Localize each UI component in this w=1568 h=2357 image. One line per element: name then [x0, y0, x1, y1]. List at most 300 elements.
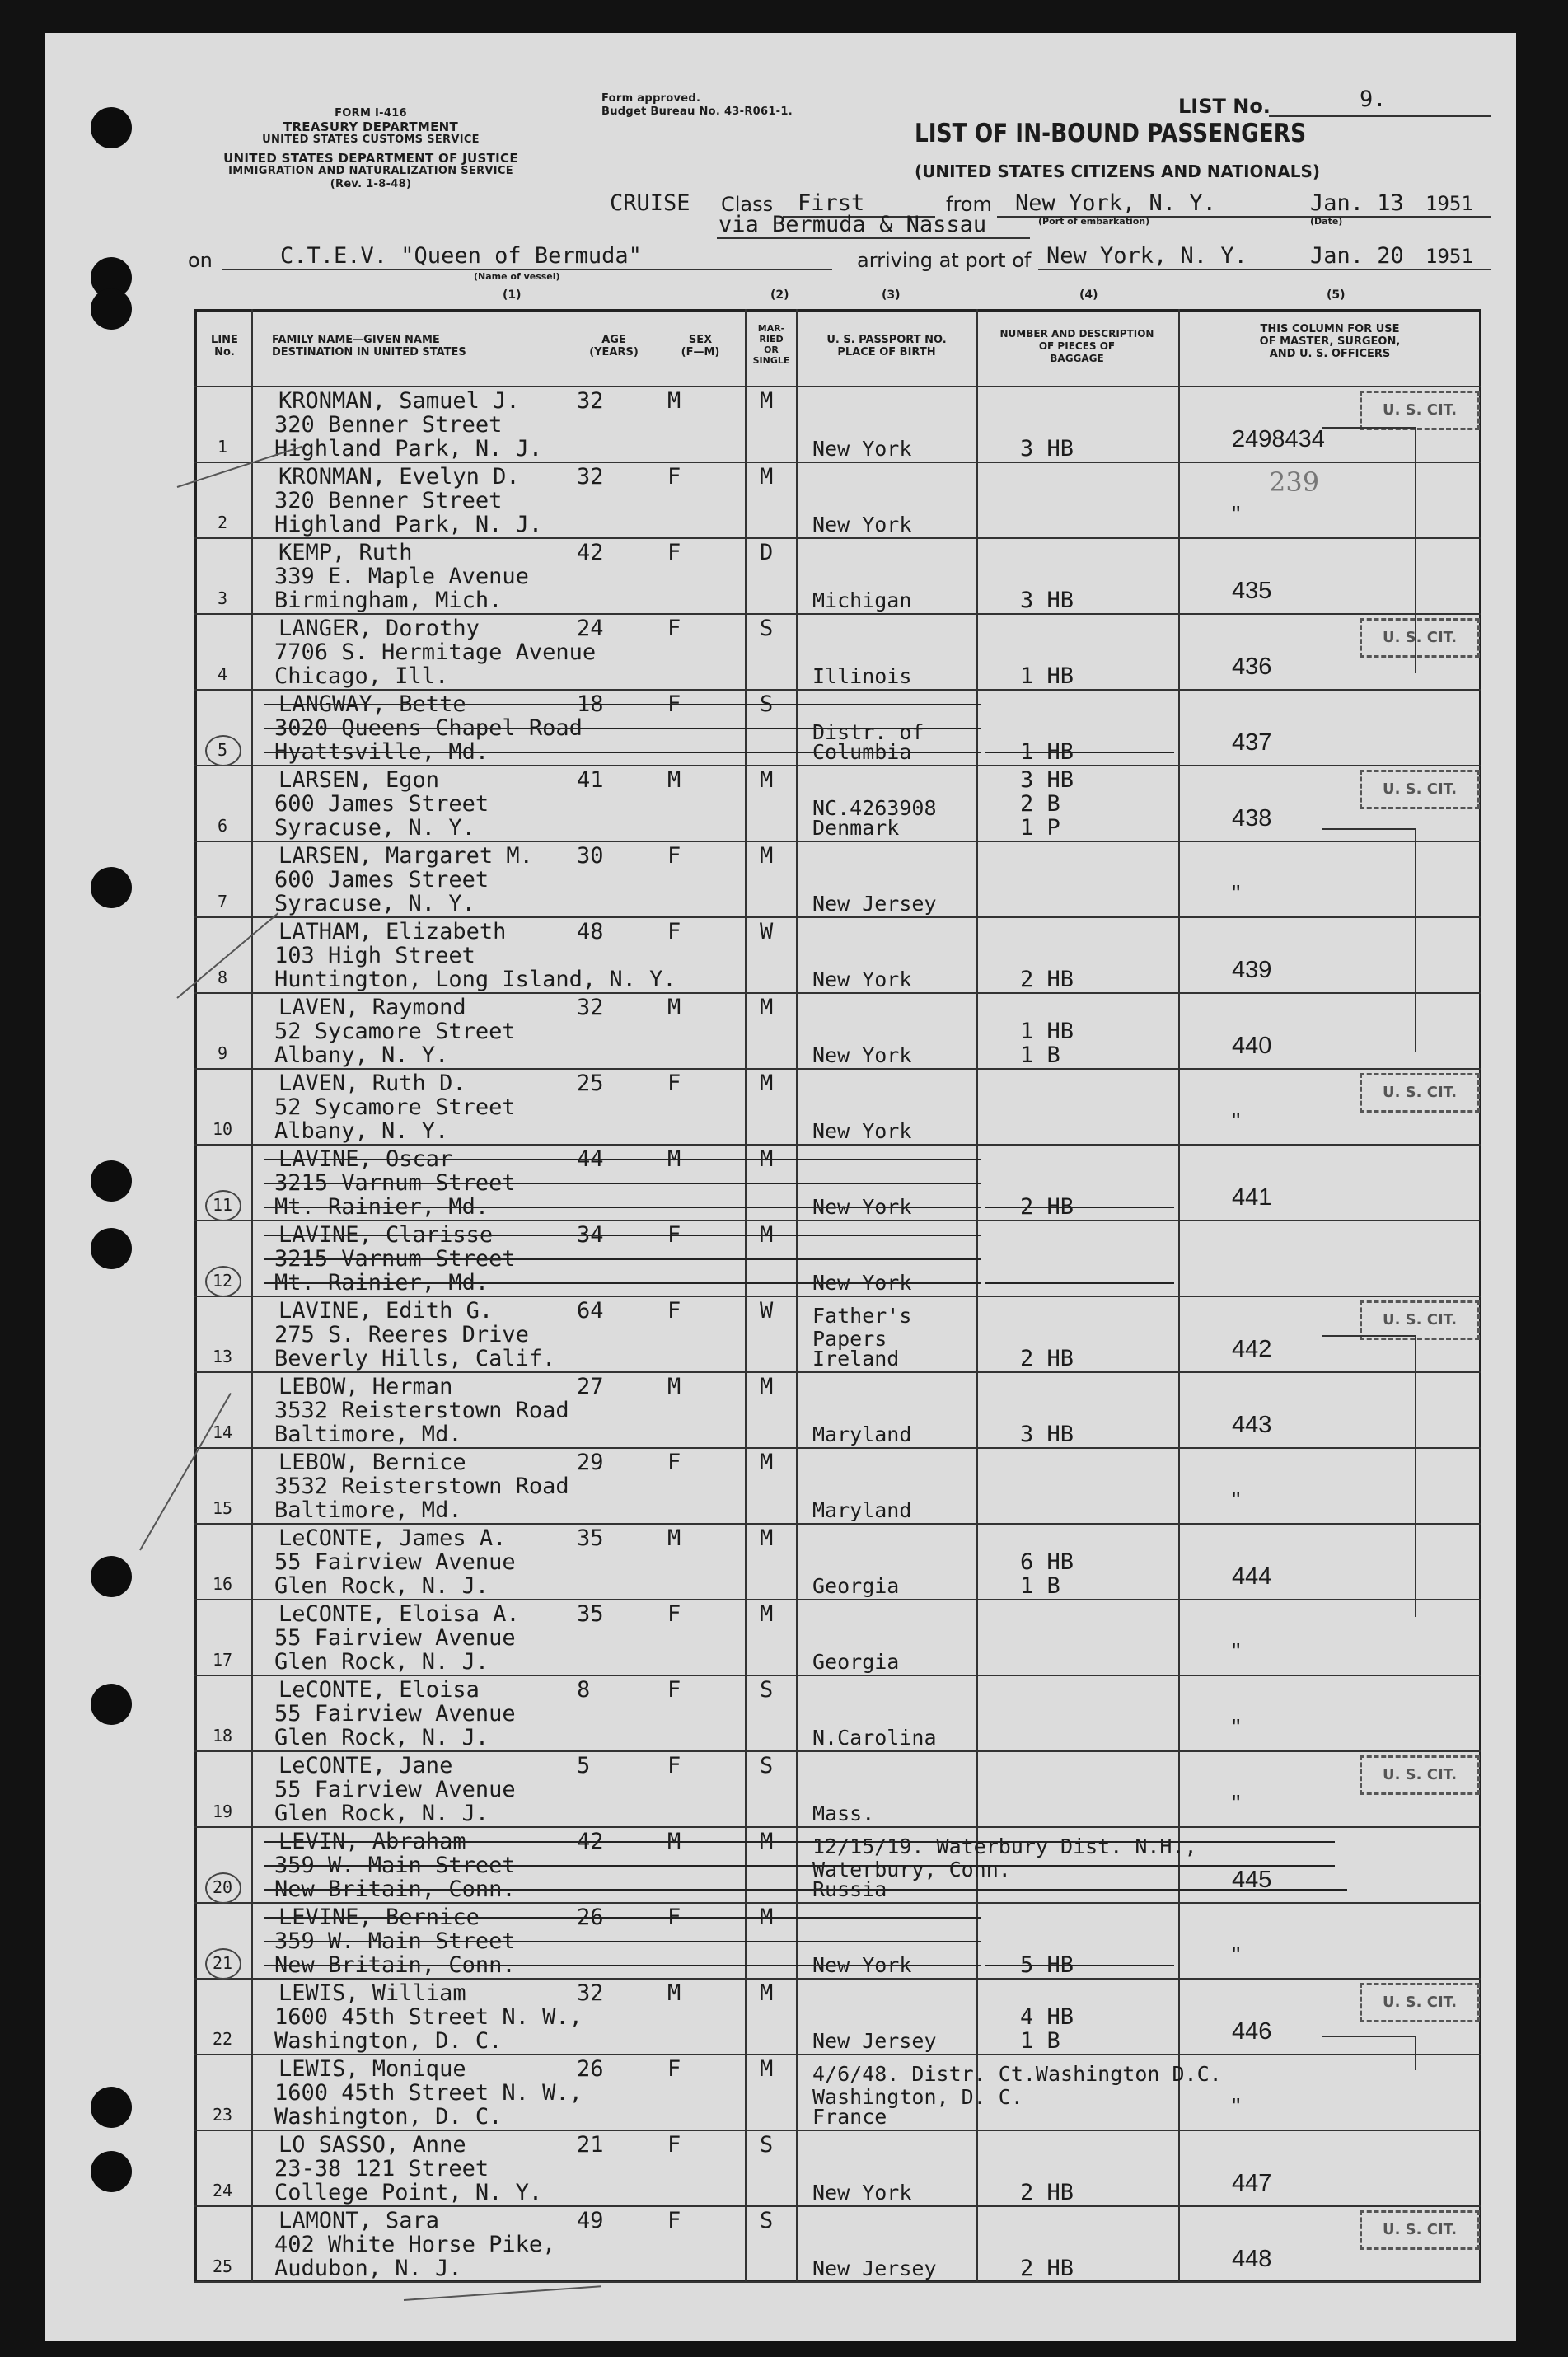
line-number-circle	[205, 1948, 241, 1980]
marital-status: M	[760, 1222, 774, 1248]
passport-line-2: Distr. of	[812, 720, 924, 744]
passenger-sex: F	[667, 1298, 681, 1324]
marital-status: M	[760, 1071, 774, 1096]
form-approved-text: Form approved.	[601, 92, 701, 105]
strikethrough-line	[264, 728, 981, 729]
row-divider	[194, 1068, 1481, 1070]
list-no-underline	[1269, 115, 1491, 117]
vessel-caption: (Name of vessel)	[474, 271, 560, 282]
departure-year: 1951	[1425, 192, 1473, 215]
passenger-sex: F	[667, 843, 681, 869]
passenger-age: 21	[577, 2132, 604, 2158]
passenger-name: LEBOW, Herman	[278, 1374, 453, 1399]
us-citizen-stamp: U. S. CIT.	[1360, 1073, 1480, 1113]
address-city: Albany, N. Y.	[274, 1043, 449, 1068]
passenger-age: 5	[577, 1753, 591, 1778]
marital-status: S	[760, 1753, 774, 1778]
baggage-line-3: 2 HB	[1020, 1346, 1074, 1371]
officer-notation: 439	[1232, 957, 1272, 983]
strikethrough-line	[985, 752, 1174, 753]
marital-status: M	[760, 388, 774, 414]
address-street: 103 High Street	[274, 943, 475, 968]
row-line-number: 24	[212, 2181, 233, 2200]
arriving-label: arriving at port of	[857, 249, 1032, 272]
officer-notation: 446	[1232, 2018, 1272, 2045]
passenger-age: 32	[577, 1980, 604, 2006]
binder-hole	[91, 288, 132, 330]
customs-service: UNITED STATES CUSTOMS SERVICE	[262, 134, 480, 146]
address-city: Highland Park, N. J.	[274, 512, 543, 537]
address-street: 359 W. Main Street	[274, 1853, 516, 1878]
list-no-value: 9.	[1360, 87, 1387, 112]
passenger-name: LAVEN, Ruth D.	[278, 1071, 466, 1096]
row-divider	[194, 1447, 1481, 1449]
strikethrough-line	[264, 752, 981, 753]
passenger-age: 24	[577, 616, 604, 641]
strikethrough-line	[264, 1235, 981, 1236]
baggage-line-2: 6 HB	[1020, 1549, 1074, 1575]
binder-hole	[91, 1556, 132, 1597]
address-street: 23-38 121 Street	[274, 2156, 489, 2181]
binder-hole	[91, 867, 132, 908]
passenger-sex: M	[667, 767, 681, 793]
column-number-2: (2)	[770, 288, 789, 302]
strikethrough-line	[985, 1965, 1174, 1966]
row-line-number: 11	[212, 1195, 233, 1215]
address-city: Mt. Rainier, Md.	[274, 1270, 489, 1296]
baggage-line-3: 2 HB	[1020, 967, 1074, 992]
place-of-birth: Illinois	[812, 664, 912, 688]
arrival-underline	[1038, 269, 1491, 270]
row-line-number: 4	[217, 664, 228, 684]
binder-hole	[91, 1160, 132, 1202]
line-number-circle	[205, 735, 241, 766]
place-of-birth: New York	[812, 1953, 912, 1977]
departure-date: Jan. 13	[1310, 190, 1404, 216]
row-divider	[194, 2130, 1481, 2131]
passenger-name: LAMONT, Sara	[278, 2208, 440, 2233]
address-street: 359 W. Main Street	[274, 1928, 516, 1954]
baggage-line-3: 3 HB	[1020, 1422, 1074, 1447]
row-divider	[194, 992, 1481, 994]
passenger-name: LARSEN, Margaret M.	[278, 843, 533, 869]
baggage-line-2: 1 HB	[1020, 1019, 1074, 1044]
passenger-name: LANGER, Dorothy	[278, 616, 480, 641]
address-city: Glen Rock, N. J.	[274, 1725, 489, 1750]
binder-hole	[91, 107, 132, 148]
column-number-4: (4)	[1079, 288, 1098, 302]
baggage-line-3: 1 HB	[1020, 663, 1074, 689]
passenger-age: 32	[577, 995, 604, 1020]
row-line-number: 3	[217, 588, 228, 608]
passport-line-2: Washington, D. C.	[812, 2085, 1023, 2109]
place-of-birth: New Jersey	[812, 2029, 937, 2053]
us-citizen-stamp: U. S. CIT.	[1360, 1755, 1480, 1795]
us-citizen-stamp: U. S. CIT.	[1360, 1983, 1480, 2022]
officer-notation: 435	[1232, 578, 1272, 604]
marital-status: M	[760, 2056, 774, 2082]
officer-notation: 443	[1232, 1412, 1272, 1438]
baggage-line-3: 5 HB	[1020, 1952, 1074, 1978]
row-divider	[194, 1675, 1481, 1676]
address-city: Glen Rock, N. J.	[274, 1573, 489, 1599]
address-city: Chicago, Ill.	[274, 663, 449, 689]
passenger-sex: M	[667, 1146, 681, 1172]
address-city: Mt. Rainier, Md.	[274, 1194, 489, 1220]
row-line-number: 9	[217, 1043, 228, 1063]
place-of-birth: New Jersey	[812, 892, 937, 916]
bracket-line	[1322, 2036, 1416, 2070]
passport-line-2: Waterbury, Conn.	[812, 1858, 1011, 1881]
officer-notation: 447	[1232, 2170, 1272, 2196]
address-street: 339 E. Maple Avenue	[274, 564, 529, 589]
baggage-line-3: 2 HB	[1020, 1194, 1074, 1220]
passenger-name: LeCONTE, Eloisa A.	[278, 1601, 520, 1627]
passenger-sex: F	[667, 2056, 681, 2082]
passenger-sex: F	[667, 1677, 681, 1703]
address-street: 52 Sycamore Street	[274, 1019, 516, 1044]
row-divider	[194, 1826, 1481, 1828]
row-line-number: 14	[212, 1422, 233, 1442]
place-of-birth: Georgia	[812, 1650, 900, 1674]
row-line-number: 5	[217, 740, 228, 760]
binder-hole	[91, 2087, 132, 2128]
column-number-5: (5)	[1327, 288, 1346, 302]
strikethrough-line	[264, 1917, 981, 1919]
binder-hole	[91, 1684, 132, 1725]
row-line-number: 25	[212, 2256, 233, 2276]
line-number-circle	[205, 1266, 241, 1297]
address-street: 3215 Varnum Street	[274, 1246, 516, 1272]
officer-notation: 437	[1232, 729, 1272, 756]
row-divider	[194, 1144, 1481, 1146]
officer-notation: "	[1232, 1715, 1241, 1741]
passenger-age: 42	[577, 540, 604, 565]
marital-status: S	[760, 1677, 774, 1703]
baggage-line-3: 1 B	[1020, 1573, 1060, 1599]
address-street: 3532 Reisterstown Road	[274, 1398, 569, 1423]
header-sex: SEX (F—M)	[681, 334, 720, 358]
treasury-dept: TREASURY DEPARTMENT	[283, 119, 459, 134]
row-divider	[194, 689, 1481, 691]
us-citizen-stamp: U. S. CIT.	[1360, 618, 1480, 658]
place-of-birth: New York	[812, 1119, 912, 1143]
page-title: LIST OF IN-BOUND PASSENGERS	[915, 119, 1307, 148]
passenger-age: 8	[577, 1677, 591, 1703]
baggage-line-2: 2 B	[1020, 791, 1060, 817]
address-street: 600 James Street	[274, 867, 489, 893]
via-ports: via Bermuda & Nassau	[718, 212, 987, 237]
officer-notation: 438	[1232, 805, 1272, 832]
serial-stamp-239: 239	[1269, 466, 1320, 498]
baggage-line-3: 3 HB	[1020, 436, 1074, 462]
on-label: on	[188, 249, 213, 272]
passenger-sex: F	[667, 2132, 681, 2158]
row-line-number: 1	[217, 437, 228, 457]
officer-notation: 2498434	[1232, 426, 1325, 452]
passenger-name: LEWIS, William	[278, 1980, 466, 2006]
binder-hole	[91, 1228, 132, 1269]
officer-notation: "	[1232, 1791, 1241, 1817]
header-row-divider	[194, 386, 1481, 387]
place-of-birth: New York	[812, 1195, 912, 1219]
strikethrough-line	[985, 1207, 1174, 1208]
officer-notation: "	[1232, 502, 1241, 528]
strikethrough-line	[264, 1258, 981, 1260]
address-street: 1600 45th Street N. W.,	[274, 2080, 583, 2106]
row-line-number: 7	[217, 892, 228, 911]
passenger-age: 34	[577, 1222, 604, 1248]
officer-notation: 448	[1232, 2246, 1272, 2272]
address-city: New Britain, Conn.	[274, 1952, 516, 1978]
marital-status: D	[760, 540, 774, 565]
officer-notation: "	[1232, 881, 1241, 907]
strikethrough-line	[264, 1183, 981, 1184]
baggage-line-3: 1 P	[1020, 815, 1060, 841]
marital-status: M	[760, 767, 774, 793]
passenger-sex: F	[667, 691, 681, 717]
address-city: New Britain, Conn.	[274, 1877, 516, 1902]
address-city: Birmingham, Mich.	[274, 588, 503, 613]
row-divider	[194, 1750, 1481, 1752]
address-street: 3532 Reisterstown Road	[274, 1474, 569, 1499]
arrival-year: 1951	[1425, 245, 1473, 268]
place-of-birth: Ireland	[812, 1347, 900, 1371]
passenger-name: KEMP, Ruth	[278, 540, 413, 565]
marital-status: W	[760, 919, 774, 944]
passenger-name: KRONMAN, Samuel J.	[278, 388, 520, 414]
arrival-date: Jan. 20	[1310, 243, 1404, 269]
passenger-age: 35	[577, 1525, 604, 1551]
passenger-name: KRONMAN, Evelyn D.	[278, 464, 520, 490]
baggage-line-2: 4 HB	[1020, 2004, 1074, 2030]
passenger-age: 49	[577, 2208, 604, 2233]
passenger-sex: F	[667, 540, 681, 565]
bracket-line	[1322, 828, 1416, 1052]
form-approval	[601, 92, 824, 119]
strikethrough-line	[264, 1865, 1335, 1867]
passport-line-1: 4/6/48. Distr. Ct.Washington D.C.	[812, 2062, 1222, 2086]
passenger-age: 27	[577, 1374, 604, 1399]
address-city: Baltimore, Md.	[274, 1497, 462, 1523]
address-street: 275 S. Reeres Drive	[274, 1322, 529, 1347]
address-street: 600 James Street	[274, 791, 489, 817]
page-subtitle: (UNITED STATES CITIZENS AND NATIONALS)	[915, 162, 1321, 181]
place-of-birth: France	[812, 2105, 887, 2129]
marital-status: M	[760, 1450, 774, 1475]
row-divider	[194, 1523, 1481, 1525]
passenger-age: 41	[577, 767, 604, 793]
strikethrough-line	[264, 1965, 981, 1966]
marital-status: M	[760, 1146, 774, 1172]
baggage-line-3: 2 HB	[1020, 2180, 1074, 2205]
passenger-sex: M	[667, 1525, 681, 1551]
header-age: AGE (YEARS)	[589, 334, 639, 358]
passenger-sex: F	[667, 1071, 681, 1096]
officer-notation: 440	[1232, 1033, 1272, 1059]
us-citizen-stamp: U. S. CIT.	[1360, 2210, 1480, 2250]
list-no-label: LIST No.	[1178, 95, 1271, 118]
strikethrough-line	[264, 1841, 1335, 1843]
place-of-birth: New York	[812, 968, 912, 991]
us-citizen-stamp: U. S. CIT.	[1360, 1300, 1480, 1340]
passenger-age: 29	[577, 1450, 604, 1475]
passenger-name: LAVINE, Edith G.	[278, 1298, 494, 1324]
budget-bureau-text: Budget Bureau No. 43-R061-1.	[601, 105, 793, 118]
passenger-name: LAVINE, Clarisse	[278, 1222, 494, 1248]
baggage-line-3: 2 HB	[1020, 2256, 1074, 2281]
row-line-number: 18	[212, 1726, 233, 1745]
address-city: College Point, N. Y.	[274, 2180, 543, 2205]
passenger-sex: F	[667, 919, 681, 944]
marital-status: S	[760, 616, 774, 641]
baggage-line-1: 3 HB	[1020, 767, 1074, 793]
address-city: Hyattsville, Md.	[274, 739, 489, 765]
row-divider	[194, 613, 1481, 615]
place-of-birth: New York	[812, 437, 912, 461]
passenger-sex: M	[667, 388, 681, 414]
via-underline	[717, 237, 1030, 239]
from-port: New York, N. Y.	[1015, 190, 1216, 216]
officer-notation: "	[1232, 1488, 1241, 1514]
header-married: MAR- RIED OR SINGLE	[752, 323, 790, 366]
passport-line-1: Father's	[812, 1304, 912, 1328]
line-number-circle	[205, 1190, 241, 1221]
place-of-birth: New Jersey	[812, 2256, 937, 2280]
row-line-number: 2	[217, 513, 228, 532]
passenger-sex: F	[667, 616, 681, 641]
place-of-birth: Denmark	[812, 816, 900, 840]
justice-dept: UNITED STATES DEPARTMENT OF JUSTICE	[223, 151, 518, 166]
marital-status: W	[760, 1298, 774, 1324]
strikethrough-line	[264, 1282, 981, 1284]
address-city: Washington, D. C.	[274, 2104, 503, 2130]
class-label: Class	[721, 193, 774, 216]
form-number: FORM I-416	[335, 107, 407, 119]
passenger-name: LEVINE, Bernice	[278, 1905, 480, 1930]
baggage-line-3: 1 HB	[1020, 739, 1074, 765]
marital-status: M	[760, 843, 774, 869]
address-city: Beverly Hills, Calif.	[274, 1346, 556, 1371]
passenger-name: LANGWAY, Bette	[278, 691, 466, 717]
row-divider	[194, 2205, 1481, 2207]
from-label: from	[946, 193, 992, 216]
address-street: 52 Sycamore Street	[274, 1094, 516, 1120]
us-citizen-stamp: U. S. CIT.	[1360, 391, 1480, 430]
officer-notation: 436	[1232, 654, 1272, 680]
passenger-age: 26	[577, 1905, 604, 1930]
row-line-number: 20	[212, 1877, 233, 1897]
row-divider	[194, 2281, 1481, 2283]
passenger-age: 35	[577, 1601, 604, 1627]
row-line-number: 17	[212, 1650, 233, 1670]
passenger-age: 30	[577, 843, 604, 869]
row-divider	[194, 1902, 1481, 1904]
place-of-birth: N.Carolina	[812, 1726, 937, 1750]
passenger-sex: F	[667, 464, 681, 490]
place-of-birth: New York	[812, 513, 912, 537]
row-line-number: 6	[217, 816, 228, 836]
passenger-sex: F	[667, 1450, 681, 1475]
column-number-3: (3)	[882, 288, 901, 302]
address-street: 320 Benner Street	[274, 412, 503, 438]
passenger-age: 32	[577, 388, 604, 414]
marital-status: M	[760, 1980, 774, 2006]
address-city: Audubon, N. J.	[274, 2256, 462, 2281]
passport-line-2: NC.4263908	[812, 796, 937, 820]
row-line-number: 19	[212, 1802, 233, 1821]
passenger-age: 42	[577, 1829, 604, 1854]
baggage-line-3: 1 B	[1020, 2028, 1060, 2054]
officer-notation: 445	[1232, 1867, 1272, 1893]
bracket-line	[1322, 1335, 1416, 1617]
passenger-sex: M	[667, 995, 681, 1020]
row-divider	[194, 1220, 1481, 1221]
officer-notation: 442	[1232, 1336, 1272, 1362]
passenger-name: LeCONTE, Eloisa	[278, 1677, 480, 1703]
passenger-name: LO SASSO, Anne	[278, 2132, 466, 2158]
marital-status: M	[760, 995, 774, 1020]
place-of-birth: Russia	[812, 1877, 887, 1901]
officer-notation: 444	[1232, 1563, 1272, 1590]
place-of-birth: New York	[812, 1043, 912, 1067]
address-street: 402 White Horse Pike,	[274, 2232, 556, 2257]
row-line-number: 22	[212, 2029, 233, 2049]
row-divider	[194, 1371, 1481, 1373]
row-divider	[194, 841, 1481, 842]
passenger-name: LARSEN, Egon	[278, 767, 440, 793]
row-divider	[194, 765, 1481, 766]
passenger-name: LAVEN, Raymond	[278, 995, 466, 1020]
passenger-name: LeCONTE, James A.	[278, 1525, 507, 1551]
header-officers: THIS COLUMN FOR USE OF MASTER, SURGEON, AND U. S. OFFICERS	[1259, 323, 1401, 360]
passenger-sex: F	[667, 1222, 681, 1248]
address-city: Glen Rock, N. J.	[274, 1801, 489, 1826]
address-street: 320 Benner Street	[274, 488, 503, 513]
row-divider	[194, 462, 1481, 463]
officer-notation: "	[1232, 1639, 1241, 1666]
place-of-birth: Maryland	[812, 1498, 912, 1522]
officer-notation: "	[1232, 1942, 1241, 1969]
address-street: 7706 S. Hermitage Avenue	[274, 640, 597, 665]
officer-notation: "	[1232, 1108, 1241, 1135]
passport-line-2: Papers	[812, 1327, 887, 1351]
address-city: Highland Park, N. J.	[274, 436, 543, 462]
passenger-age: 48	[577, 919, 604, 944]
row-line-number: 16	[212, 1574, 233, 1594]
marital-status: M	[760, 1374, 774, 1399]
us-citizen-stamp: U. S. CIT.	[1360, 770, 1480, 809]
address-city: Washington, D. C.	[274, 2028, 503, 2054]
strikethrough-line	[985, 1889, 1347, 1891]
header-family-name: FAMILY NAME—GIVEN NAME DESTINATION IN UNITED STATES	[272, 334, 466, 358]
passenger-age: 32	[577, 464, 604, 490]
embarkation-caption: (Port of embarkation)	[1038, 216, 1150, 227]
place-of-birth: Mass.	[812, 1802, 875, 1825]
passenger-age: 18	[577, 691, 604, 717]
passenger-sex: F	[667, 1905, 681, 1930]
address-street: 3215 Varnum Street	[274, 1170, 516, 1196]
binder-hole	[91, 2151, 132, 2192]
passenger-name: LAVINE, Oscar	[278, 1146, 453, 1172]
row-line-number: 15	[212, 1498, 233, 1518]
form-revision: (Rev. 1-8-48)	[330, 178, 412, 190]
form-header-left	[190, 107, 552, 191]
bracket-line	[1322, 427, 1416, 673]
strikethrough-line	[264, 704, 981, 705]
row-divider	[194, 537, 1481, 539]
address-city: Albany, N. Y.	[274, 1118, 449, 1144]
